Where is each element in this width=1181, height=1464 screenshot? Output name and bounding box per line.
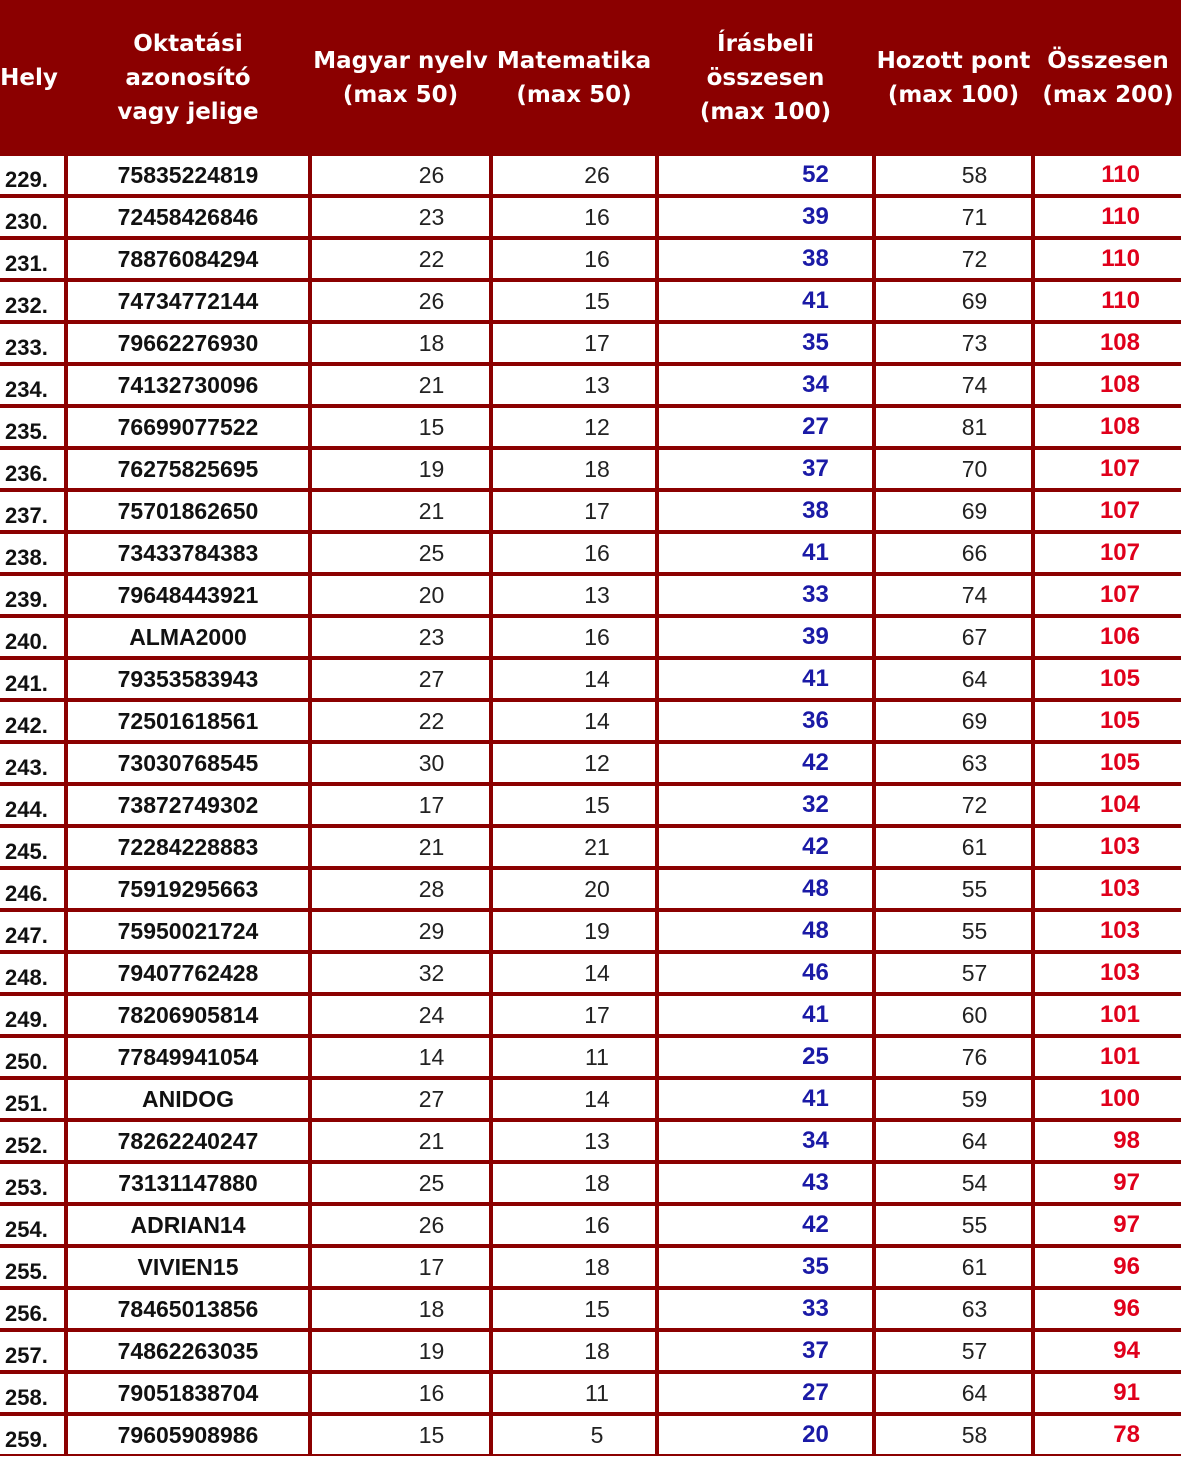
- hungarian-score-cell: 32: [312, 954, 489, 992]
- id-cell: 77849941054: [68, 1038, 308, 1076]
- table-row: [0, 1122, 1181, 1164]
- table-row: [0, 534, 1181, 576]
- brought-points-cell: 58: [876, 1416, 1031, 1454]
- written-total-cell: 38: [659, 240, 872, 278]
- table-header: [0, 0, 1181, 156]
- grand-total-cell: 110: [1035, 198, 1181, 236]
- written-total-cell: 42: [659, 828, 872, 866]
- id-cell: 73030768545: [68, 744, 308, 782]
- header-written-line1: Írásbeli összesen: [706, 31, 825, 91]
- grand-total-cell: 103: [1035, 870, 1181, 908]
- brought-points-cell: 55: [876, 870, 1031, 908]
- id-cell: 79662276930: [68, 324, 308, 362]
- table-row: [0, 198, 1181, 240]
- rank-cell: 241.: [0, 660, 64, 698]
- hungarian-score-cell: 19: [312, 1332, 489, 1370]
- written-total-cell: 35: [659, 1248, 872, 1286]
- brought-points-cell: 59: [876, 1080, 1031, 1118]
- brought-points-cell: 61: [876, 1248, 1031, 1286]
- rank-cell: 234.: [0, 366, 64, 404]
- grand-total-cell: 107: [1035, 534, 1181, 572]
- header-math-line2: (max 50): [516, 82, 632, 108]
- brought-points-cell: 81: [876, 408, 1031, 446]
- grand-total-cell: 108: [1035, 324, 1181, 362]
- grand-total-cell: 96: [1035, 1248, 1181, 1286]
- header-rank-label: Hely: [0, 65, 58, 91]
- id-cell: 79605908986: [68, 1416, 308, 1454]
- brought-points-cell: 64: [876, 660, 1031, 698]
- hungarian-score-cell: 21: [312, 366, 489, 404]
- math-score-cell: 12: [493, 408, 655, 446]
- header-total-line1: Összesen: [1047, 48, 1169, 74]
- grand-total-cell: 97: [1035, 1164, 1181, 1202]
- brought-points-cell: 69: [876, 702, 1031, 740]
- table-row: [0, 1416, 1181, 1458]
- grand-total-cell: 105: [1035, 702, 1181, 740]
- brought-points-cell: 60: [876, 996, 1031, 1034]
- hungarian-score-cell: 21: [312, 492, 489, 530]
- id-cell: 72458426846: [68, 198, 308, 236]
- brought-points-cell: 54: [876, 1164, 1031, 1202]
- math-score-cell: 16: [493, 534, 655, 572]
- table-row: [0, 324, 1181, 366]
- brought-points-cell: 74: [876, 576, 1031, 614]
- hungarian-score-cell: 19: [312, 450, 489, 488]
- math-score-cell: 13: [493, 1122, 655, 1160]
- id-cell: 79051838704: [68, 1374, 308, 1412]
- rank-cell: 245.: [0, 828, 64, 866]
- id-cell: 73131147880: [68, 1164, 308, 1202]
- table-row: [0, 408, 1181, 450]
- id-cell: 76699077522: [68, 408, 308, 446]
- hungarian-score-cell: 26: [312, 282, 489, 320]
- hungarian-score-cell: 17: [312, 786, 489, 824]
- math-score-cell: 11: [493, 1374, 655, 1412]
- rank-cell: 257.: [0, 1332, 64, 1370]
- brought-points-cell: 66: [876, 534, 1031, 572]
- header-math: [493, 0, 655, 156]
- header-written-line2: (max 100): [699, 99, 832, 125]
- table-row: [0, 618, 1181, 660]
- brought-points-cell: 67: [876, 618, 1031, 656]
- math-score-cell: 26: [493, 156, 655, 194]
- brought-points-cell: 74: [876, 366, 1031, 404]
- id-cell: 79648443921: [68, 576, 308, 614]
- written-total-cell: 42: [659, 744, 872, 782]
- header-hungarian: [312, 0, 489, 156]
- rank-cell: 237.: [0, 492, 64, 530]
- id-cell: 78465013856: [68, 1290, 308, 1328]
- table-row: [0, 660, 1181, 702]
- rank-cell: 246.: [0, 870, 64, 908]
- math-score-cell: 20: [493, 870, 655, 908]
- grand-total-cell: 97: [1035, 1206, 1181, 1244]
- math-score-cell: 11: [493, 1038, 655, 1076]
- written-total-cell: 37: [659, 1332, 872, 1370]
- grand-total-cell: 110: [1035, 282, 1181, 320]
- rank-cell: 252.: [0, 1122, 64, 1160]
- id-cell: 79407762428: [68, 954, 308, 992]
- table-row: [0, 450, 1181, 492]
- math-score-cell: 18: [493, 1164, 655, 1202]
- written-total-cell: 48: [659, 912, 872, 950]
- written-total-cell: 43: [659, 1164, 872, 1202]
- table-row: [0, 1248, 1181, 1290]
- written-total-cell: 34: [659, 1122, 872, 1160]
- table-row: [0, 1332, 1181, 1374]
- math-score-cell: 13: [493, 366, 655, 404]
- table-row: [0, 576, 1181, 618]
- table-row: [0, 1038, 1181, 1080]
- table-row: [0, 744, 1181, 786]
- grand-total-cell: 106: [1035, 618, 1181, 656]
- rank-cell: 253.: [0, 1164, 64, 1202]
- brought-points-cell: 73: [876, 324, 1031, 362]
- math-score-cell: 14: [493, 660, 655, 698]
- id-cell: 78206905814: [68, 996, 308, 1034]
- grand-total-cell: 110: [1035, 156, 1181, 194]
- rank-cell: 242.: [0, 702, 64, 740]
- brought-points-cell: 70: [876, 450, 1031, 488]
- math-score-cell: 15: [493, 786, 655, 824]
- id-cell: 72501618561: [68, 702, 308, 740]
- grand-total-cell: 107: [1035, 492, 1181, 530]
- grand-total-cell: 101: [1035, 996, 1181, 1034]
- hungarian-score-cell: 30: [312, 744, 489, 782]
- written-total-cell: 46: [659, 954, 872, 992]
- hungarian-score-cell: 18: [312, 1290, 489, 1328]
- brought-points-cell: 64: [876, 1122, 1031, 1160]
- header-hungarian-line2: (max 50): [342, 82, 459, 108]
- written-total-cell: 41: [659, 534, 872, 572]
- id-cell: 78876084294: [68, 240, 308, 278]
- hungarian-score-cell: 27: [312, 1080, 489, 1118]
- grand-total-cell: 96: [1035, 1290, 1181, 1328]
- written-total-cell: 41: [659, 1080, 872, 1118]
- written-total-cell: 39: [659, 198, 872, 236]
- id-cell: 75950021724: [68, 912, 308, 950]
- rank-cell: 243.: [0, 744, 64, 782]
- rank-cell: 233.: [0, 324, 64, 362]
- hungarian-score-cell: 26: [312, 156, 489, 194]
- hungarian-score-cell: 15: [312, 408, 489, 446]
- hungarian-score-cell: 25: [312, 1164, 489, 1202]
- grand-total-cell: 107: [1035, 576, 1181, 614]
- written-total-cell: 48: [659, 870, 872, 908]
- hungarian-score-cell: 21: [312, 1122, 489, 1160]
- table-row: [0, 1290, 1181, 1332]
- hungarian-score-cell: 18: [312, 324, 489, 362]
- id-cell: 76275825695: [68, 450, 308, 488]
- math-score-cell: 15: [493, 1290, 655, 1328]
- hungarian-score-cell: 22: [312, 240, 489, 278]
- brought-points-cell: 63: [876, 744, 1031, 782]
- math-score-cell: 13: [493, 576, 655, 614]
- written-total-cell: 41: [659, 660, 872, 698]
- brought-points-cell: 72: [876, 786, 1031, 824]
- id-cell: ANIDOG: [68, 1080, 308, 1118]
- rank-cell: 259.: [0, 1416, 64, 1454]
- math-score-cell: 18: [493, 1248, 655, 1286]
- id-cell: 73433784383: [68, 534, 308, 572]
- table-row: [0, 1374, 1181, 1416]
- grand-total-cell: 98: [1035, 1122, 1181, 1160]
- rank-cell: 251.: [0, 1080, 64, 1118]
- written-total-cell: 41: [659, 996, 872, 1034]
- rank-cell: 231.: [0, 240, 64, 278]
- math-score-cell: 17: [493, 996, 655, 1034]
- written-total-cell: 32: [659, 786, 872, 824]
- written-total-cell: 34: [659, 366, 872, 404]
- grand-total-cell: 91: [1035, 1374, 1181, 1412]
- rank-cell: 256.: [0, 1290, 64, 1328]
- written-total-cell: 42: [659, 1206, 872, 1244]
- rank-cell: 258.: [0, 1374, 64, 1412]
- grand-total-cell: 107: [1035, 450, 1181, 488]
- rank-cell: 232.: [0, 282, 64, 320]
- rank-cell: 235.: [0, 408, 64, 446]
- grand-total-cell: 103: [1035, 954, 1181, 992]
- brought-points-cell: 69: [876, 492, 1031, 530]
- header-total: [1035, 0, 1181, 156]
- table-row: [0, 786, 1181, 828]
- table-row: [0, 366, 1181, 408]
- table-row: [0, 954, 1181, 996]
- grand-total-cell: 104: [1035, 786, 1181, 824]
- written-total-cell: 33: [659, 1290, 872, 1328]
- grand-total-cell: 108: [1035, 366, 1181, 404]
- header-brought: [876, 0, 1031, 156]
- header-brought-line1: Hozott pont: [876, 48, 1031, 74]
- written-total-cell: 35: [659, 324, 872, 362]
- table-row: [0, 1206, 1181, 1248]
- written-total-cell: 38: [659, 492, 872, 530]
- header-brought-line2: (max 100): [887, 82, 1020, 108]
- brought-points-cell: 57: [876, 1332, 1031, 1370]
- table-row: [0, 702, 1181, 744]
- hungarian-score-cell: 23: [312, 198, 489, 236]
- rank-cell: 239.: [0, 576, 64, 614]
- rank-cell: 249.: [0, 996, 64, 1034]
- rank-cell: 238.: [0, 534, 64, 572]
- brought-points-cell: 64: [876, 1374, 1031, 1412]
- rank-cell: 248.: [0, 954, 64, 992]
- header-id-line1: Oktatási azonosító: [125, 31, 251, 91]
- brought-points-cell: 58: [876, 156, 1031, 194]
- header-total-line2: (max 200): [1042, 82, 1174, 108]
- id-cell: ALMA2000: [68, 618, 308, 656]
- brought-points-cell: 71: [876, 198, 1031, 236]
- math-score-cell: 18: [493, 1332, 655, 1370]
- hungarian-score-cell: 23: [312, 618, 489, 656]
- math-score-cell: 21: [493, 828, 655, 866]
- math-score-cell: 16: [493, 618, 655, 656]
- grand-total-cell: 103: [1035, 828, 1181, 866]
- brought-points-cell: 69: [876, 282, 1031, 320]
- math-score-cell: 16: [493, 1206, 655, 1244]
- table-row: [0, 1164, 1181, 1206]
- brought-points-cell: 55: [876, 912, 1031, 950]
- brought-points-cell: 61: [876, 828, 1031, 866]
- math-score-cell: 17: [493, 324, 655, 362]
- table-row: [0, 282, 1181, 324]
- table-row: [0, 156, 1181, 198]
- grand-total-cell: 100: [1035, 1080, 1181, 1118]
- written-total-cell: 20: [659, 1416, 872, 1454]
- rank-cell: 247.: [0, 912, 64, 950]
- brought-points-cell: 55: [876, 1206, 1031, 1244]
- math-score-cell: 16: [493, 198, 655, 236]
- written-total-cell: 37: [659, 450, 872, 488]
- hungarian-score-cell: 20: [312, 576, 489, 614]
- grand-total-cell: 78: [1035, 1416, 1181, 1454]
- grand-total-cell: 108: [1035, 408, 1181, 446]
- math-score-cell: 14: [493, 702, 655, 740]
- header-id-line2: vagy jelige: [117, 99, 259, 125]
- math-score-cell: 12: [493, 744, 655, 782]
- written-total-cell: 52: [659, 156, 872, 194]
- brought-points-cell: 57: [876, 954, 1031, 992]
- header-math-line1: Matematika: [496, 48, 652, 74]
- rank-cell: 240.: [0, 618, 64, 656]
- id-cell: 75919295663: [68, 870, 308, 908]
- math-score-cell: 14: [493, 1080, 655, 1118]
- header-written: [659, 0, 872, 156]
- id-cell: 78262240247: [68, 1122, 308, 1160]
- table-row: [0, 1080, 1181, 1122]
- written-total-cell: 27: [659, 408, 872, 446]
- id-cell: 75835224819: [68, 156, 308, 194]
- hungarian-score-cell: 22: [312, 702, 489, 740]
- header-hungarian-line1: Magyar nyelv: [313, 48, 488, 74]
- results-table-body: [0, 156, 1181, 1456]
- id-cell: 79353583943: [68, 660, 308, 698]
- written-total-cell: 27: [659, 1374, 872, 1412]
- written-total-cell: 25: [659, 1038, 872, 1076]
- grand-total-cell: 110: [1035, 240, 1181, 278]
- grand-total-cell: 103: [1035, 912, 1181, 950]
- brought-points-cell: 76: [876, 1038, 1031, 1076]
- id-cell: ADRIAN14: [68, 1206, 308, 1244]
- math-score-cell: 17: [493, 492, 655, 530]
- id-cell: 73872749302: [68, 786, 308, 824]
- rank-cell: 254.: [0, 1206, 64, 1244]
- written-total-cell: 41: [659, 282, 872, 320]
- table-row: [0, 492, 1181, 534]
- grand-total-cell: 101: [1035, 1038, 1181, 1076]
- grand-total-cell: 105: [1035, 660, 1181, 698]
- hungarian-score-cell: 24: [312, 996, 489, 1034]
- math-score-cell: 16: [493, 240, 655, 278]
- hungarian-score-cell: 17: [312, 1248, 489, 1286]
- brought-points-cell: 63: [876, 1290, 1031, 1328]
- written-total-cell: 39: [659, 618, 872, 656]
- hungarian-score-cell: 27: [312, 660, 489, 698]
- hungarian-score-cell: 26: [312, 1206, 489, 1244]
- table-row: [0, 240, 1181, 282]
- table-row: [0, 870, 1181, 912]
- math-score-cell: 5: [493, 1416, 655, 1454]
- header-id: [68, 0, 308, 156]
- id-cell: 74862263035: [68, 1332, 308, 1370]
- id-cell: 75701862650: [68, 492, 308, 530]
- hungarian-score-cell: 15: [312, 1416, 489, 1454]
- hungarian-score-cell: 28: [312, 870, 489, 908]
- hungarian-score-cell: 16: [312, 1374, 489, 1412]
- hungarian-score-cell: 14: [312, 1038, 489, 1076]
- written-total-cell: 36: [659, 702, 872, 740]
- written-total-cell: 33: [659, 576, 872, 614]
- brought-points-cell: 72: [876, 240, 1031, 278]
- hungarian-score-cell: 21: [312, 828, 489, 866]
- grand-total-cell: 105: [1035, 744, 1181, 782]
- table-row: [0, 912, 1181, 954]
- math-score-cell: 15: [493, 282, 655, 320]
- rank-cell: 230.: [0, 198, 64, 236]
- id-cell: 74132730096: [68, 366, 308, 404]
- hungarian-score-cell: 25: [312, 534, 489, 572]
- rank-cell: 236.: [0, 450, 64, 488]
- rank-cell: 255.: [0, 1248, 64, 1286]
- math-score-cell: 19: [493, 912, 655, 950]
- grand-total-cell: 94: [1035, 1332, 1181, 1370]
- header-rank: [0, 0, 58, 156]
- id-cell: 74734772144: [68, 282, 308, 320]
- rank-cell: 229.: [0, 156, 64, 194]
- id-cell: VIVIEN15: [68, 1248, 308, 1286]
- table-row: [0, 996, 1181, 1038]
- rank-cell: 250.: [0, 1038, 64, 1076]
- table-row: [0, 828, 1181, 870]
- hungarian-score-cell: 29: [312, 912, 489, 950]
- math-score-cell: 14: [493, 954, 655, 992]
- id-cell: 72284228883: [68, 828, 308, 866]
- rank-cell: 244.: [0, 786, 64, 824]
- math-score-cell: 18: [493, 450, 655, 488]
